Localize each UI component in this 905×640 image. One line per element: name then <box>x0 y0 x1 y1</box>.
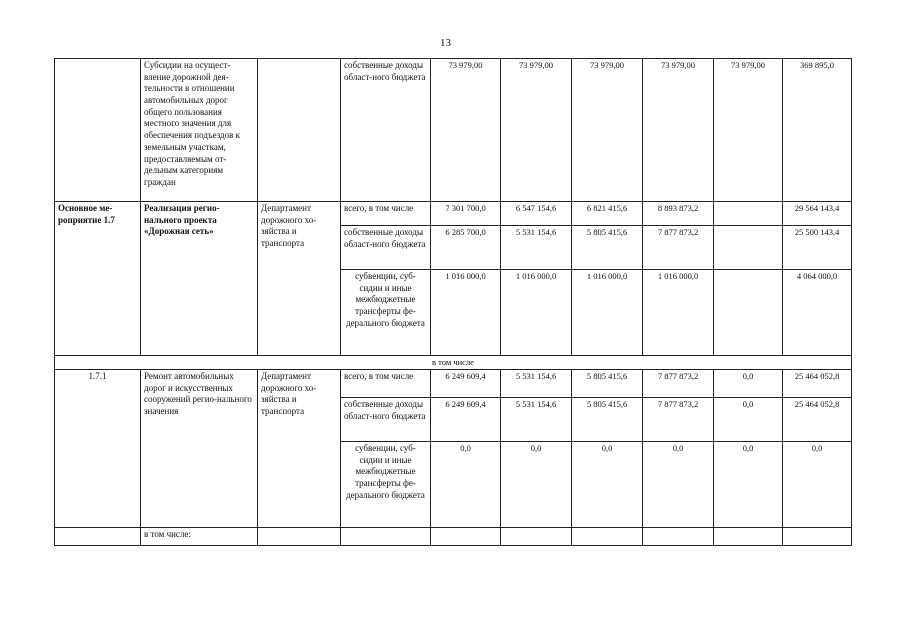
value-cell: 5 805 415,6 <box>572 398 643 442</box>
value-cell: 0,0 <box>714 398 783 442</box>
value-cell: 0,0 <box>572 442 643 528</box>
value-cell: 0,0 <box>714 442 783 528</box>
value-cell: 73 979,00 <box>431 59 501 202</box>
value-cell <box>714 226 783 270</box>
table-row <box>55 528 852 546</box>
value-cell: 5 531 154,6 <box>501 226 572 270</box>
source-cell: всего, в том числе <box>341 202 431 226</box>
value-cell: 73 979,00 <box>501 59 572 202</box>
including-label: в том числе <box>55 356 852 370</box>
executor-cell <box>258 528 341 546</box>
value-cell: 73 979,00 <box>714 59 783 202</box>
value-cell: 1 016 000,0 <box>643 270 714 356</box>
table-row <box>55 356 852 370</box>
value-cell <box>431 528 501 546</box>
value-cell: 0,0 <box>643 442 714 528</box>
value-cell: 6 249 609,4 <box>431 370 501 398</box>
measure-name-cell: в том числе: <box>141 528 258 546</box>
measure-name-cell: Субсидии на осущест-вление дорожной дея-тельности в отношении автомобильных дорог общего пользования местного значения для обеспечения подъездов к земельным участкам, предоставляемым от-дельным категориям граждан <box>141 59 258 202</box>
table-row <box>55 59 852 202</box>
value-cell: 8 893 873,2 <box>643 202 714 226</box>
value-cell: 6 285 700,0 <box>431 226 501 270</box>
value-cell <box>643 528 714 546</box>
table-row <box>55 370 852 398</box>
value-cell: 6 547 154,6 <box>501 202 572 226</box>
source-cell: собственные доходы област-ного бюджета <box>341 226 431 270</box>
code-cell: Основное ме-роприятие 1.7 <box>55 202 141 356</box>
total-cell <box>783 528 852 546</box>
value-cell <box>714 202 783 226</box>
source-cell: субвенции, суб-сидии и иные межбюджетные трансферты фе-дерального бюджета <box>341 442 431 528</box>
budget-table <box>54 58 852 546</box>
value-cell <box>501 528 572 546</box>
value-cell: 1 016 000,0 <box>501 270 572 356</box>
source-cell: собственные доходы област-ного бюджета <box>341 59 431 202</box>
value-cell: 5 805 415,6 <box>572 226 643 270</box>
value-cell: 73 979,00 <box>643 59 714 202</box>
value-cell: 7 877 873,2 <box>643 370 714 398</box>
source-cell: субвенции, суб-сидии и иные межбюджетные трансферты фе-дерального бюджета <box>341 270 431 356</box>
value-cell: 1 016 000,0 <box>572 270 643 356</box>
value-cell <box>714 528 783 546</box>
executor-cell: Департамент дорожного хо-зяйства и транспорта <box>258 202 341 356</box>
value-cell: 6 249 609,4 <box>431 398 501 442</box>
value-cell: 0,0 <box>501 442 572 528</box>
value-cell: 0,0 <box>431 442 501 528</box>
value-cell: 7 877 873,2 <box>643 398 714 442</box>
executor-cell: Департамент дорожного хо-зяйства и транспорта <box>258 370 341 528</box>
measure-name-cell: Реализация регио-нального проекта «Дорожная сеть» <box>141 202 258 356</box>
total-cell: 0,0 <box>783 442 852 528</box>
value-cell: 5 531 154,6 <box>501 370 572 398</box>
value-cell: 1 016 000,0 <box>431 270 501 356</box>
page-number: 13 <box>440 37 451 49</box>
source-cell <box>341 528 431 546</box>
code-cell <box>55 59 141 202</box>
code-cell <box>55 528 141 546</box>
value-cell: 6 821 415,6 <box>572 202 643 226</box>
total-cell: 25 500 143,4 <box>783 226 852 270</box>
source-cell: всего, в том числе <box>341 370 431 398</box>
value-cell <box>714 270 783 356</box>
table-row <box>55 202 852 226</box>
value-cell: 0,0 <box>714 370 783 398</box>
value-cell <box>572 528 643 546</box>
measure-name-cell: Ремонт автомобильных дорог и искусственных сооружений регио-нального значения <box>141 370 258 528</box>
total-cell: 4 064 000,0 <box>783 270 852 356</box>
code-cell: 1.7.1 <box>55 370 141 528</box>
total-cell: 25 464 052,8 <box>783 370 852 398</box>
value-cell: 5 531 154,6 <box>501 398 572 442</box>
total-cell: 29 564 143,4 <box>783 202 852 226</box>
total-cell: 369 895,0 <box>783 59 852 202</box>
total-cell: 25 464 052,8 <box>783 398 852 442</box>
value-cell: 7 301 700,0 <box>431 202 501 226</box>
value-cell: 5 805 415,6 <box>572 370 643 398</box>
source-cell: собственные доходы област-ного бюджета <box>341 398 431 442</box>
executor-cell <box>258 59 341 202</box>
value-cell: 7 877 873,2 <box>643 226 714 270</box>
value-cell: 73 979,00 <box>572 59 643 202</box>
